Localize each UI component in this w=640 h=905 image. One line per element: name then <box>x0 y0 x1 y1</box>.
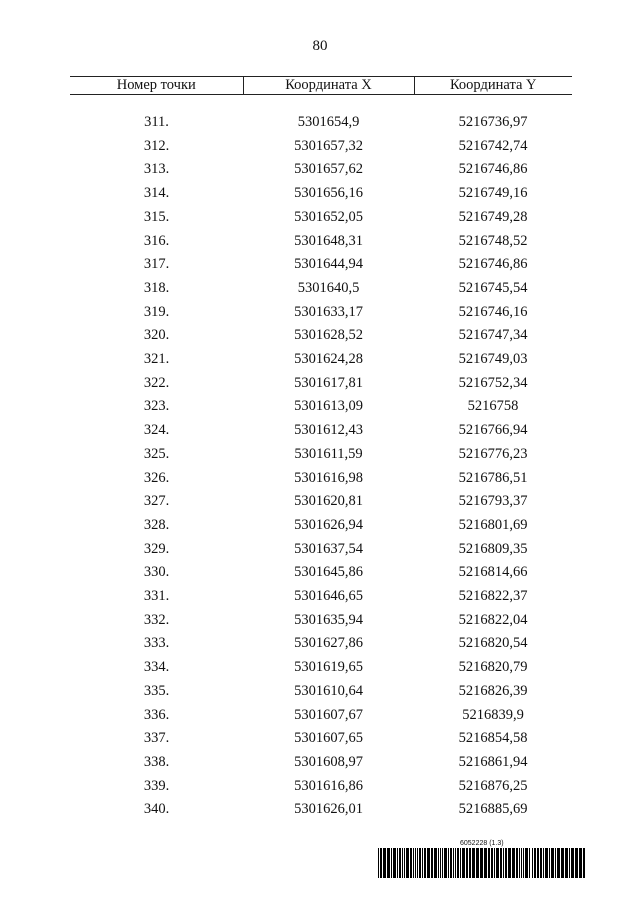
table-row <box>70 680 572 704</box>
cell-coordinate-y: 5216820,54 <box>458 635 528 652</box>
cell-coordinate-y: 5216861,94 <box>458 753 528 770</box>
cell-coordinate-x: 5301611,59 <box>294 445 363 462</box>
cell-coordinate-y: 5216749,16 <box>458 185 528 202</box>
cell-point-number: 319. <box>143 303 170 320</box>
table-row <box>70 395 572 419</box>
cell-point-number: 320. <box>143 327 170 344</box>
cell-coordinate-x: 5301646,65 <box>294 588 363 605</box>
cell-coordinate-x: 5301656,16 <box>294 185 363 202</box>
cell-coordinate-y: 5216742,74 <box>458 137 528 154</box>
table-row <box>70 798 572 822</box>
table-row <box>70 490 572 514</box>
cell-coordinate-x: 5301619,65 <box>294 659 363 676</box>
cell-coordinate-x: 5301607,67 <box>294 706 363 723</box>
cell-point-number: 332. <box>143 611 170 628</box>
table-row <box>70 656 572 680</box>
cell-coordinate-x: 5301657,32 <box>294 137 363 154</box>
cell-coordinate-y: 5216747,34 <box>458 327 528 344</box>
cell-point-number: 330. <box>143 564 170 581</box>
table-row <box>70 704 572 728</box>
cell-point-number: 337. <box>143 730 170 747</box>
cell-point-number: 311. <box>144 114 169 130</box>
table-row <box>70 182 572 206</box>
cell-coordinate-x: 5301644,94 <box>294 256 363 273</box>
cell-coordinate-x: 5301652,05 <box>294 208 363 225</box>
cell-coordinate-y: 5216885,69 <box>458 801 528 818</box>
cell-coordinate-y: 5216809,35 <box>458 540 528 557</box>
cell-coordinate-x: 5301620,81 <box>294 493 363 510</box>
cell-point-number: 324. <box>143 422 170 439</box>
cell-coordinate-x: 5301613,09 <box>294 398 363 415</box>
cell-point-number: 322. <box>143 374 170 391</box>
cell-coordinate-x: 5301616,98 <box>294 469 363 486</box>
cell-coordinate-y: 5216746,86 <box>458 161 528 178</box>
cell-coordinate-y: 5216749,03 <box>458 351 528 368</box>
cell-coordinate-x: 5301645,86 <box>294 564 363 581</box>
cell-coordinate-y: 5216801,69 <box>458 516 528 533</box>
table-row <box>70 514 572 538</box>
cell-coordinate-y: 5216748,52 <box>458 232 528 249</box>
cell-point-number: 323. <box>143 398 170 415</box>
cell-point-number: 314. <box>143 185 170 202</box>
table-row <box>70 372 572 396</box>
cell-point-number: 335. <box>143 682 170 699</box>
table-row <box>70 277 572 301</box>
cell-point-number: 334. <box>143 659 170 676</box>
cell-coordinate-x: 5301648,31 <box>294 232 363 249</box>
cell-coordinate-x: 5301624,28 <box>294 351 363 368</box>
cell-point-number: 328. <box>143 516 170 533</box>
table-row <box>70 467 572 491</box>
table-row <box>70 585 572 609</box>
cell-coordinate-y: 5216752,34 <box>458 374 528 391</box>
cell-point-number: 313. <box>143 161 170 178</box>
header-point-number: Номер точки <box>70 77 243 95</box>
coordinates-table <box>70 76 572 822</box>
cell-coordinate-x: 5301635,94 <box>294 611 363 628</box>
cell-coordinate-x: 5301654,9 <box>297 114 360 130</box>
cell-point-number: 317. <box>143 256 170 273</box>
table-row <box>70 609 572 633</box>
cell-coordinate-y: 5216758 <box>467 398 519 415</box>
cell-coordinate-y: 5216822,37 <box>458 588 528 605</box>
barcode-icon <box>378 848 588 878</box>
cell-coordinate-y: 5216746,16 <box>458 303 528 320</box>
table-row <box>70 111 572 135</box>
cell-point-number: 333. <box>143 635 170 652</box>
cell-point-number: 340. <box>143 801 170 818</box>
table-row <box>70 158 572 182</box>
cell-coordinate-y: 5216814,66 <box>458 564 528 581</box>
cell-coordinate-y: 5216746,86 <box>458 256 528 273</box>
table-row <box>70 230 572 254</box>
barcode-text: 6052228 (1.3) <box>460 840 504 847</box>
table-row <box>70 206 572 230</box>
table-row <box>70 443 572 467</box>
cell-coordinate-x: 5301626,01 <box>294 801 363 818</box>
cell-coordinate-y: 5216822,04 <box>458 611 528 628</box>
table-row <box>70 348 572 372</box>
cell-coordinate-y: 5216736,97 <box>458 114 528 130</box>
cell-coordinate-y: 5216749,28 <box>458 208 528 225</box>
cell-coordinate-y: 5216854,58 <box>458 730 528 747</box>
cell-point-number: 325. <box>143 445 170 462</box>
cell-point-number: 312. <box>143 137 170 154</box>
cell-coordinate-y: 5216876,25 <box>458 777 528 794</box>
header-coordinate-y: Координата Y <box>414 77 572 95</box>
cell-point-number: 331. <box>143 588 170 605</box>
cell-coordinate-y: 5216839,9 <box>462 706 524 723</box>
cell-coordinate-x: 5301637,54 <box>294 540 363 557</box>
cell-point-number: 339. <box>143 777 170 794</box>
cell-point-number: 321. <box>143 351 170 368</box>
cell-coordinate-x: 5301612,43 <box>294 422 363 439</box>
cell-coordinate-y: 5216745,54 <box>458 279 528 296</box>
cell-coordinate-y: 5216776,23 <box>458 445 528 462</box>
page-number: 80 <box>312 38 328 54</box>
table-row <box>70 538 572 562</box>
table-row <box>70 751 572 775</box>
cell-coordinate-x: 5301633,17 <box>294 303 363 320</box>
table-row <box>70 632 572 656</box>
header-coordinate-x: Координата X <box>243 77 414 95</box>
table-header-row <box>70 77 572 95</box>
table-row <box>70 324 572 348</box>
cell-coordinate-x: 5301626,94 <box>294 516 363 533</box>
cell-coordinate-y: 5216786,51 <box>458 469 528 486</box>
cell-coordinate-y: 5216793,37 <box>458 493 528 510</box>
cell-point-number: 327. <box>143 493 170 510</box>
table-row <box>70 727 572 751</box>
cell-coordinate-x: 5301616,86 <box>294 777 363 794</box>
table-row <box>70 775 572 799</box>
cell-point-number: 315. <box>143 208 170 225</box>
table-row <box>70 561 572 585</box>
table-row <box>70 135 572 159</box>
cell-coordinate-x: 5301608,97 <box>294 753 363 770</box>
cell-point-number: 326. <box>143 469 170 486</box>
cell-point-number: 336. <box>143 706 170 723</box>
cell-coordinate-x: 5301628,52 <box>294 327 363 344</box>
table-row <box>70 419 572 443</box>
cell-point-number: 316. <box>143 232 170 249</box>
cell-coordinate-x: 5301627,86 <box>294 635 363 652</box>
cell-coordinate-y: 5216820,79 <box>458 659 528 676</box>
cell-point-number: 338. <box>143 753 170 770</box>
table-row <box>70 301 572 325</box>
cell-coordinate-y: 5216826,39 <box>458 682 528 699</box>
barcode-area <box>378 840 588 878</box>
cell-coordinate-x: 5301617,81 <box>294 374 363 391</box>
cell-coordinate-x: 5301657,62 <box>294 161 363 178</box>
cell-point-number: 329. <box>143 540 170 557</box>
cell-coordinate-y: 5216766,94 <box>458 422 528 439</box>
cell-coordinate-x: 5301610,64 <box>294 682 363 699</box>
table-row <box>70 253 572 277</box>
cell-coordinate-x: 5301640,5 <box>297 279 360 296</box>
cell-point-number: 318. <box>143 279 170 296</box>
cell-coordinate-x: 5301607,65 <box>294 730 363 747</box>
